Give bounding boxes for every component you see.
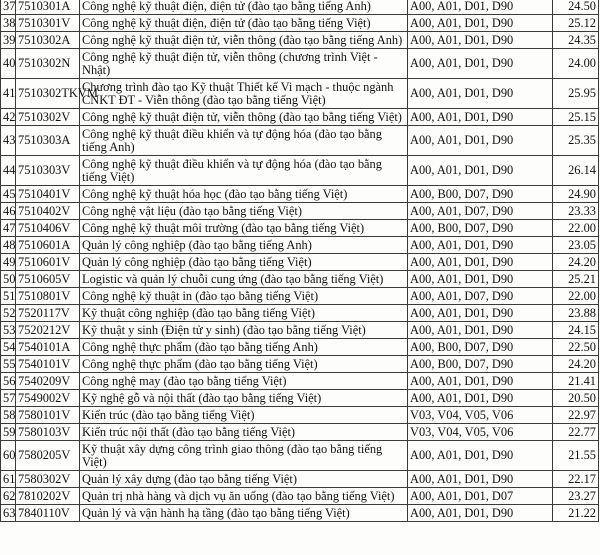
row-number: 43 — [1, 126, 16, 156]
program-code: 7510302A — [16, 32, 80, 49]
table-row — [1, 109, 599, 126]
subject-combinations: A00, A01, D01, D90 — [408, 441, 553, 471]
row-number: 59 — [1, 424, 16, 441]
table-row — [1, 237, 599, 254]
admission-score: 22.77 — [553, 424, 599, 441]
subject-combinations: A00, A01, D01, D90 — [408, 254, 553, 271]
subject-combinations: A00, A01, D01, D90 — [408, 390, 553, 407]
subject-combinations: A00, A01, D01, D90 — [408, 237, 553, 254]
row-number: 50 — [1, 271, 16, 288]
row-number: 46 — [1, 203, 16, 220]
subject-combinations: A00, B00, D07, D90 — [408, 220, 553, 237]
admission-score: 22.00 — [553, 220, 599, 237]
program-code: 7510302V — [16, 109, 80, 126]
table-row — [1, 288, 599, 305]
row-number: 45 — [1, 186, 16, 203]
subject-combinations: A00, A01, D01, D90 — [408, 79, 553, 109]
table-row — [1, 203, 599, 220]
program-code: 7510302TKVM — [16, 79, 80, 109]
admission-score: 25.12 — [553, 15, 599, 32]
subject-combinations: A00, A01, D01, D90 — [408, 32, 553, 49]
program-code: 7510302N — [16, 49, 80, 79]
row-number: 62 — [1, 488, 16, 505]
program-code: 7580103V — [16, 424, 80, 441]
program-code: 7540101V — [16, 356, 80, 373]
admission-score: 24.20 — [553, 356, 599, 373]
program-name: Công nghệ kỹ thuật điện tử, viễn thông (chương trình Việt - Nhật) — [80, 49, 408, 79]
admission-score: 23.27 — [553, 488, 599, 505]
program-name: Kỹ thuật công nghiệp (đào tạo bằng tiếng Việt) — [80, 305, 408, 322]
table-row — [1, 126, 599, 156]
program-name: Công nghệ kỹ thuật điện tử, viễn thông (đào tạo bằng tiếng Anh) — [80, 32, 408, 49]
program-code: 7510301A — [16, 0, 80, 15]
program-name: Công nghệ kỹ thuật in (đào tạo bằng tiếng Việt) — [80, 288, 408, 305]
program-name: Quản trị nhà hàng và dịch vụ ăn uống (đào tạo bằng tiếng Việt) — [80, 488, 408, 505]
program-code: 7510303V — [16, 156, 80, 186]
program-code: 7510303A — [16, 126, 80, 156]
program-code: 7810202V — [16, 488, 80, 505]
table-row — [1, 156, 599, 186]
table-row — [1, 79, 599, 109]
program-code: 7580302V — [16, 471, 80, 488]
program-name: Chương trình đào tạo Kỹ thuật Thiết kế Vi mạch - thuộc ngành CNKT ĐT - Viễn thông (đào tạo bằng tiếng Việt) — [80, 79, 408, 109]
program-name: Công nghệ kỹ thuật điện, điện tử (đào tạo bằng tiếng Anh) — [80, 0, 408, 15]
table-row — [1, 373, 599, 390]
admission-score: 24.20 — [553, 254, 599, 271]
row-number: 52 — [1, 305, 16, 322]
program-name: Kiến trúc (đào tạo bằng tiếng Việt) — [80, 407, 408, 424]
program-code: 7549002V — [16, 390, 80, 407]
subject-combinations: A00, A01, D01, D90 — [408, 15, 553, 32]
admission-score: 24.50 — [553, 0, 599, 15]
admission-score: 25.95 — [553, 79, 599, 109]
admission-score: 24.35 — [553, 32, 599, 49]
table-row — [1, 322, 599, 339]
table-row — [1, 471, 599, 488]
table-row — [1, 15, 599, 32]
admission-score: 21.55 — [553, 441, 599, 471]
program-name: Công nghệ vật liệu (đào tạo bằng tiếng Việt) — [80, 203, 408, 220]
table-row — [1, 356, 599, 373]
row-number: 41 — [1, 79, 16, 109]
admission-score: 21.22 — [553, 505, 599, 522]
program-code: 7840110V — [16, 505, 80, 522]
table-row — [1, 49, 599, 79]
subject-combinations: A00, A01, D01, D90 — [408, 305, 553, 322]
program-code: 7510401V — [16, 186, 80, 203]
program-code: 7510601V — [16, 254, 80, 271]
admission-score: 25.35 — [553, 126, 599, 156]
program-name: Công nghệ kỹ thuật điện, điện tử (đào tạo bằng tiếng Việt) — [80, 15, 408, 32]
admission-score: 25.15 — [553, 109, 599, 126]
subject-combinations: A00, B00, D07, D90 — [408, 339, 553, 356]
subject-combinations: A00, A01, D01, D90 — [408, 0, 553, 15]
subject-combinations: A00, A01, D01, D90 — [408, 471, 553, 488]
row-number: 57 — [1, 390, 16, 407]
row-number: 56 — [1, 373, 16, 390]
subject-combinations: A00, A01, D01, D90 — [408, 109, 553, 126]
row-number: 39 — [1, 32, 16, 49]
table-row — [1, 424, 599, 441]
row-number: 48 — [1, 237, 16, 254]
program-name: Kỹ thuật xây dựng công trình giao thông (đào tạo bằng tiếng Việt) — [80, 441, 408, 471]
table-row — [1, 441, 599, 471]
admission-score: 23.88 — [553, 305, 599, 322]
table-row — [1, 339, 599, 356]
program-code: 7510605V — [16, 271, 80, 288]
admission-score: 21.41 — [553, 373, 599, 390]
table-row — [1, 186, 599, 203]
program-name: Công nghệ thực phẩm (đào tạo bằng tiếng Anh) — [80, 339, 408, 356]
subject-combinations: A00, A01, D01, D90 — [408, 373, 553, 390]
program-code: 7580101V — [16, 407, 80, 424]
program-code: 7510601A — [16, 237, 80, 254]
admission-score: 22.00 — [553, 288, 599, 305]
row-number: 63 — [1, 505, 16, 522]
subject-combinations: A00, A01, D01, D90 — [408, 49, 553, 79]
admission-score: 22.97 — [553, 407, 599, 424]
table-row — [1, 220, 599, 237]
program-name: Quản lý công nghiệp (đào tạo bằng tiếng Việt) — [80, 254, 408, 271]
row-number: 55 — [1, 356, 16, 373]
admission-score: 20.50 — [553, 390, 599, 407]
program-name: Công nghệ thực phẩm (đào tạo bằng tiếng Việt) — [80, 356, 408, 373]
program-name: Công nghệ kỹ thuật hóa học (đào tạo bằng tiếng Việt) — [80, 186, 408, 203]
row-number: 42 — [1, 109, 16, 126]
row-number: 49 — [1, 254, 16, 271]
program-code: 7510301V — [16, 15, 80, 32]
program-code: 7510406V — [16, 220, 80, 237]
row-number: 60 — [1, 441, 16, 471]
subject-combinations: V03, V04, V05, V06 — [408, 424, 553, 441]
subject-combinations: A00, A01, D01, D90 — [408, 156, 553, 186]
row-number: 54 — [1, 339, 16, 356]
row-number: 44 — [1, 156, 16, 186]
program-name: Logistic và quản lý chuỗi cung ứng (đào tạo bằng tiếng Việt) — [80, 271, 408, 288]
admission-score: 23.05 — [553, 237, 599, 254]
program-code: 7520117V — [16, 305, 80, 322]
admission-score: 22.17 — [553, 471, 599, 488]
table-row — [1, 407, 599, 424]
program-name: Quản lý xây dựng (đào tạo bằng tiếng Việt) — [80, 471, 408, 488]
table-row — [1, 390, 599, 407]
program-code: 7540101A — [16, 339, 80, 356]
admission-score: 22.50 — [553, 339, 599, 356]
program-code: 7540209V — [16, 373, 80, 390]
program-code: 7510402V — [16, 203, 80, 220]
admission-score: 26.14 — [553, 156, 599, 186]
subject-combinations: A00, A01, D07, D90 — [408, 203, 553, 220]
subject-combinations: A00, A01, D01, D90 — [408, 271, 553, 288]
program-name: Công nghệ may (đào tạo bằng tiếng Việt) — [80, 373, 408, 390]
subject-combinations: A00, A01, D07, D90 — [408, 288, 553, 305]
program-name: Công nghệ kỹ thuật điều khiển và tự động hóa (đào tạo bằng tiếng Anh) — [80, 126, 408, 156]
row-number: 58 — [1, 407, 16, 424]
subject-combinations: A00, A01, D01, D07 — [408, 488, 553, 505]
table-body — [1, 0, 599, 522]
program-name: Quản lý và vận hành hạ tầng (đào tạo bằng tiếng Việt) — [80, 505, 408, 522]
admission-score: 24.15 — [553, 322, 599, 339]
subject-combinations: A00, A01, D01, D90 — [408, 126, 553, 156]
subject-combinations: A00, A01, D01, D90 — [408, 322, 553, 339]
table-row — [1, 0, 599, 15]
program-name: Công nghệ kỹ thuật môi trường (đào tạo bằng tiếng Việt) — [80, 220, 408, 237]
table-row — [1, 488, 599, 505]
subject-combinations: A00, B00, D07, D90 — [408, 356, 553, 373]
admission-score: 25.21 — [553, 271, 599, 288]
subject-combinations: V03, V04, V05, V06 — [408, 407, 553, 424]
program-code: 7510801V — [16, 288, 80, 305]
program-name: Kỹ nghệ gỗ và nội thất (đào tạo bằng tiếng Việt) — [80, 390, 408, 407]
admission-score: 24.90 — [553, 186, 599, 203]
program-name: Kiến trúc nội thất (đào tạo bằng tiếng Việt) — [80, 424, 408, 441]
row-number: 37 — [1, 0, 16, 15]
row-number: 53 — [1, 322, 16, 339]
table-row — [1, 271, 599, 288]
table-row — [1, 305, 599, 322]
table-row — [1, 254, 599, 271]
subject-combinations: A00, B00, D07, D90 — [408, 186, 553, 203]
admission-score: 23.33 — [553, 203, 599, 220]
admission-score: 24.00 — [553, 49, 599, 79]
row-number: 51 — [1, 288, 16, 305]
program-name: Quản lý công nghiệp (đào tạo bằng tiếng Anh) — [80, 237, 408, 254]
table-row — [1, 505, 599, 522]
program-name: Công nghệ kỹ thuật điều khiển và tự động hóa (đào tạo bằng tiếng Việt) — [80, 156, 408, 186]
program-name: Kỹ thuật y sinh (Điện tử y sinh) (đào tạo bằng tiếng Việt) — [80, 322, 408, 339]
row-number: 40 — [1, 49, 16, 79]
row-number: 61 — [1, 471, 16, 488]
table-row — [1, 32, 599, 49]
program-code: 7580205V — [16, 441, 80, 471]
program-name: Công nghệ kỹ thuật điện tử, viễn thông (đào tạo bằng tiếng Việt) — [80, 109, 408, 126]
program-code: 7520212V — [16, 322, 80, 339]
row-number: 47 — [1, 220, 16, 237]
row-number: 38 — [1, 15, 16, 32]
subject-combinations: A00, A01, D01, D90 — [408, 505, 553, 522]
